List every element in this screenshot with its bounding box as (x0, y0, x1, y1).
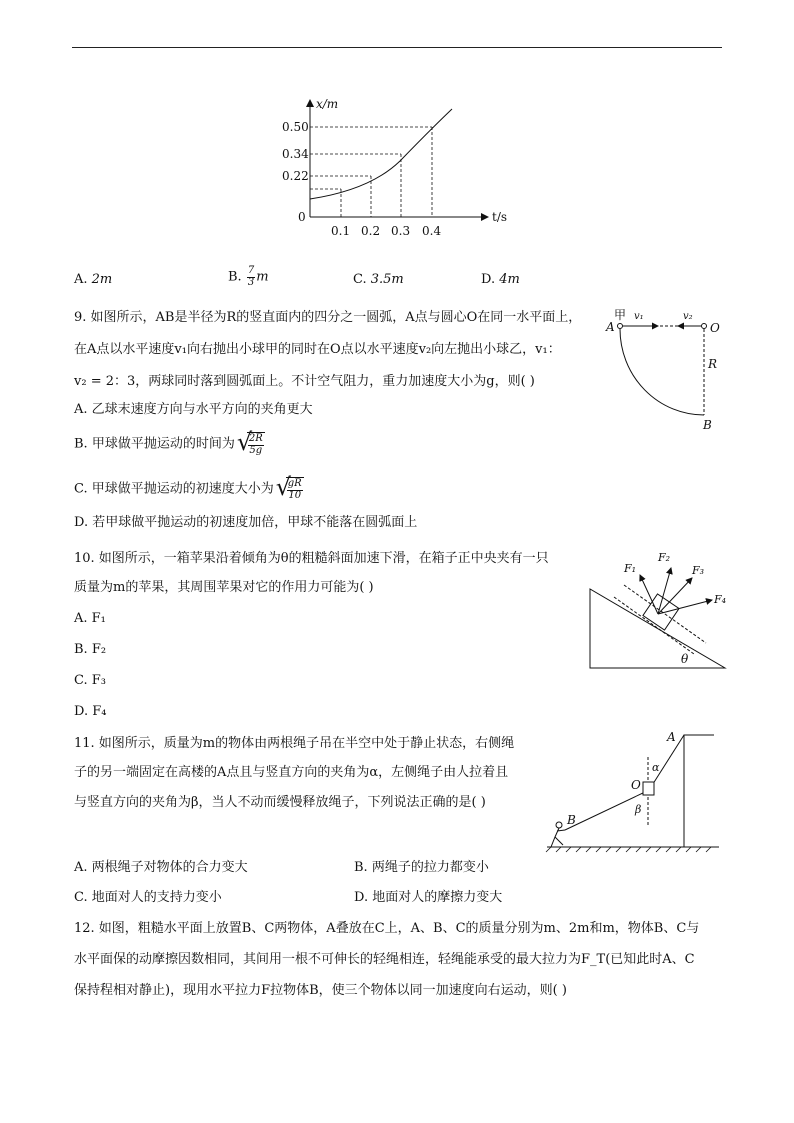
q12-stem-line2: 水平面保的动摩擦因数相同，其间用一根不可伸长的轻绳相连，轻绳能承受的最大拉力为F_T(已知此时A、C (74, 952, 695, 967)
f1-arrow (640, 575, 658, 614)
label-theta: θ (681, 652, 689, 666)
label-alpha: α (652, 761, 660, 774)
q9-option-d[interactable]: D. 若甲球做平抛运动的初速度加倍，甲球不能落在圆弧面上 (74, 515, 418, 530)
q11-stem-line1: 11. 如图所示，质量为m的物体由两根绳子吊在半空中处于静止状态，右侧绳 (74, 736, 515, 751)
point-o-dot (702, 324, 707, 329)
q10-option-b[interactable]: B. F₂ (74, 642, 107, 657)
q12-stem-line1: 12. 如图，粗糙水平面上放置B、C两物体，A叠放在C上，A、B、C的质量分别为m、2m和m，物体B、C与 (74, 921, 700, 936)
incline (590, 589, 725, 668)
x-tick-04: 0.4 (422, 224, 442, 238)
origin-label: 0 (298, 210, 306, 224)
y-tick-034: 0.34 (282, 147, 309, 161)
q8-option-d[interactable]: D. 4m (481, 272, 520, 287)
label-o: O (710, 321, 720, 335)
x-tick-01: 0.1 (331, 224, 351, 238)
label-f1: F₁ (624, 562, 637, 575)
label-o: O (631, 778, 641, 792)
label-f3: F₃ (692, 564, 705, 577)
point-a-dot (618, 324, 623, 329)
label-r: R (708, 357, 718, 371)
y-tick-022: 0.22 (282, 169, 309, 183)
q10-option-d[interactable]: D. F₄ (74, 704, 107, 719)
quarter-arc (620, 329, 704, 415)
header-rule (72, 47, 722, 48)
label-a: A (667, 730, 676, 744)
person-head (556, 822, 562, 828)
q8-option-c[interactable]: C. 3.5m (353, 272, 404, 287)
q9-option-b[interactable]: B. 甲球做平抛运动的时间为 √ $\frac{2R}{5g}$ (74, 428, 263, 456)
label-f4: F₄ (714, 593, 727, 606)
label-beta: β (635, 803, 642, 816)
q11-option-b[interactable]: B. 两绳子的拉力都变小 (354, 860, 489, 875)
q11-stem-line3: 与竖直方向的夹角为β，当人不动而缓慢释放绳子，下列说法正确的是( ) (74, 795, 486, 810)
x-t-graph (282, 95, 530, 245)
label-v2: v₂ (683, 311, 693, 322)
q9-option-a[interactable]: A. 乙球末速度方向与水平方向的夹角更大 (74, 402, 313, 417)
q10-option-c[interactable]: C. F₃ (74, 673, 106, 688)
person-body (551, 828, 565, 847)
hanging-mass (643, 782, 654, 795)
x-tick-02: 0.2 (361, 224, 381, 238)
x-axis-label: t/s (492, 210, 508, 224)
building (684, 735, 714, 847)
q9-figure (604, 305, 724, 435)
y-tick-050: 0.50 (282, 120, 309, 134)
q10-stem-line1: 10. 如图所示，一箱苹果沿着倾角为θ的粗糙斜面加速下滑，在箱子正中央夹有一只 (74, 551, 549, 566)
q10-figure (584, 547, 734, 672)
label-jia: 甲 (614, 308, 627, 322)
label-v1: v₁ (634, 311, 644, 322)
label-a: A (606, 320, 615, 334)
label-b: B (703, 418, 712, 432)
apple-box (643, 594, 679, 630)
x-tick-03: 0.3 (391, 224, 411, 238)
q11-stem-line2: 子的另一端固定在高楼的A点且与竖直方向的夹角为α，左侧绳子由人拉着且 (74, 765, 509, 780)
q11-figure (543, 729, 723, 854)
f4-arrow (658, 600, 712, 614)
q9-stem-line3: v₂ = 2：3，两球同时落到圆弧面上。不计空气阻力，重力加速度大小为g，则( ) (74, 374, 535, 389)
q9-stem-line1: 9. 如图所示，AB是半径为R的竖直面内的四分之一圆弧，A点与圆心O在同一水平面上， (74, 310, 582, 325)
q9-stem-line2: 在A点以水平速度v₁向右抛出小球甲的同时在O点以水平速度v₂向左抛出小球乙，v₁： (74, 342, 561, 357)
q11-option-c[interactable]: C. 地面对人的支持力变小 (74, 890, 222, 905)
left-rope (565, 792, 645, 830)
q8-option-b[interactable]: B. $\frac{7}{3}$ m (228, 265, 269, 288)
q10-stem-line2: 质量为m的苹果，其周围苹果对它的作用力可能为( ) (74, 580, 374, 595)
q8-option-a[interactable]: A. 2m (74, 272, 113, 287)
q10-option-a[interactable]: A. F₁ (74, 611, 106, 626)
q11-option-d[interactable]: D. 地面对人的摩擦力变大 (354, 890, 503, 905)
label-b: B (567, 813, 576, 827)
q11-option-a[interactable]: A. 两根绳子对物体的合力变大 (74, 860, 248, 875)
label-f2: F₂ (658, 551, 671, 564)
q9-option-c[interactable]: C. 甲球做平抛运动的初速度大小为 √ $\frac{gR}{10}$ (74, 473, 302, 501)
y-axis-label: x/m (316, 97, 339, 111)
q12-stem-line3: 保持程相对静止)，现用水平拉力F拉物体B，使三个物体以同一加速度向右运动，则( ) (74, 983, 567, 998)
incline-dashed-1 (624, 585, 706, 643)
